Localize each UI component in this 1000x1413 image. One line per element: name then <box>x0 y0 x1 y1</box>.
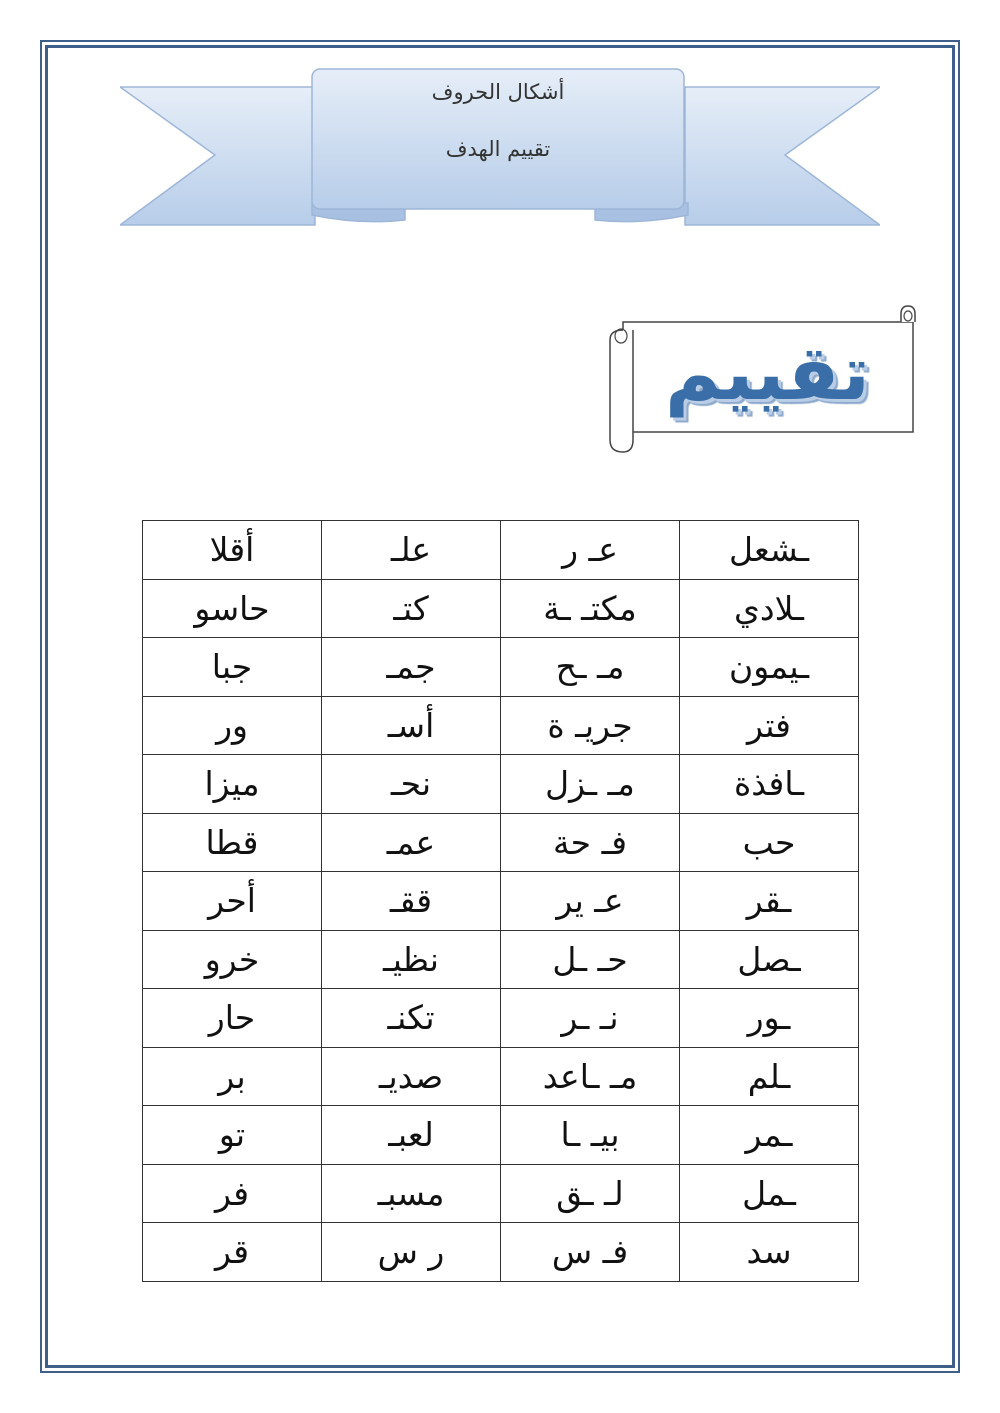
table-cell: نـ ـر <box>501 989 680 1048</box>
table-cell: فتر <box>680 696 859 755</box>
table-cell: حار <box>143 989 322 1048</box>
table-row <box>143 813 859 872</box>
table-cell: ميزا <box>143 755 322 814</box>
table-cell: قطا <box>143 813 322 872</box>
table-cell: ـشعل <box>680 521 859 580</box>
table-row <box>143 1164 859 1223</box>
table-cell: حب <box>680 813 859 872</box>
table-cell: ر س <box>322 1223 501 1282</box>
table-cell: ـيمون <box>680 638 859 697</box>
table-cell: أحر <box>143 872 322 931</box>
table-cell: جمـ <box>322 638 501 697</box>
table-cell: حـ ـل <box>501 930 680 989</box>
table-cell: ـمل <box>680 1164 859 1223</box>
letters-table <box>142 520 859 1282</box>
table-row <box>143 1106 859 1165</box>
table-cell: أسـ <box>322 696 501 755</box>
table-cell: جبا <box>143 638 322 697</box>
table-cell: تو <box>143 1106 322 1165</box>
table-cell: فـ حة <box>501 813 680 872</box>
table-row <box>143 1047 859 1106</box>
table-cell: بر <box>143 1047 322 1106</box>
table-row <box>143 989 859 1048</box>
table-row <box>143 930 859 989</box>
table-cell: ـمر <box>680 1106 859 1165</box>
table-cell: ـافذة <box>680 755 859 814</box>
table-cell: عـ ير <box>501 872 680 931</box>
table-cell: ـلادي <box>680 579 859 638</box>
table-cell: علـ <box>322 521 501 580</box>
table-cell: بيـ ـا <box>501 1106 680 1165</box>
table-cell: مـ ـاعد <box>501 1047 680 1106</box>
table-cell: ـقر <box>680 872 859 931</box>
ribbon-left-tail <box>120 87 315 225</box>
table-cell: جريـ ة <box>501 696 680 755</box>
table-row <box>143 1223 859 1282</box>
table-cell: عمـ <box>322 813 501 872</box>
table-cell: لعبـ <box>322 1106 501 1165</box>
table-cell: مكتـ ـة <box>501 579 680 638</box>
table-cell: فـ س <box>501 1223 680 1282</box>
page-title: تقييم <box>665 328 870 417</box>
table-cell: ور <box>143 696 322 755</box>
table-cell: سد <box>680 1223 859 1282</box>
table-cell: مسبـ <box>322 1164 501 1223</box>
table-cell: أقلا <box>143 521 322 580</box>
table-row <box>143 696 859 755</box>
table-cell: قر <box>143 1223 322 1282</box>
table-cell: خرو <box>143 930 322 989</box>
table-cell: ـصل <box>680 930 859 989</box>
table-row <box>143 579 859 638</box>
table-cell: تكنـ <box>322 989 501 1048</box>
table-cell: ـلم <box>680 1047 859 1106</box>
table-cell: ققـ <box>322 872 501 931</box>
ribbon-right-tail <box>685 87 880 225</box>
table-row <box>143 755 859 814</box>
table-cell: لـ ـق <box>501 1164 680 1223</box>
table-row <box>143 521 859 580</box>
table-cell: ـور <box>680 989 859 1048</box>
table-cell: كتـ <box>322 579 501 638</box>
table-row <box>143 872 859 931</box>
table-cell: فر <box>143 1164 322 1223</box>
table-row <box>143 638 859 697</box>
table-cell: مـ ـح <box>501 638 680 697</box>
header-line1: أشكال الحروف <box>431 80 565 104</box>
table-cell: نحـ <box>322 755 501 814</box>
header-line2: تقييم الهدف <box>445 137 551 161</box>
table-cell: حاسو <box>143 579 322 638</box>
table-cell: نظيـ <box>322 930 501 989</box>
table-cell: مـ ـزل <box>501 755 680 814</box>
table-cell: عـ ر <box>501 521 680 580</box>
table-cell: صديـ <box>322 1047 501 1106</box>
